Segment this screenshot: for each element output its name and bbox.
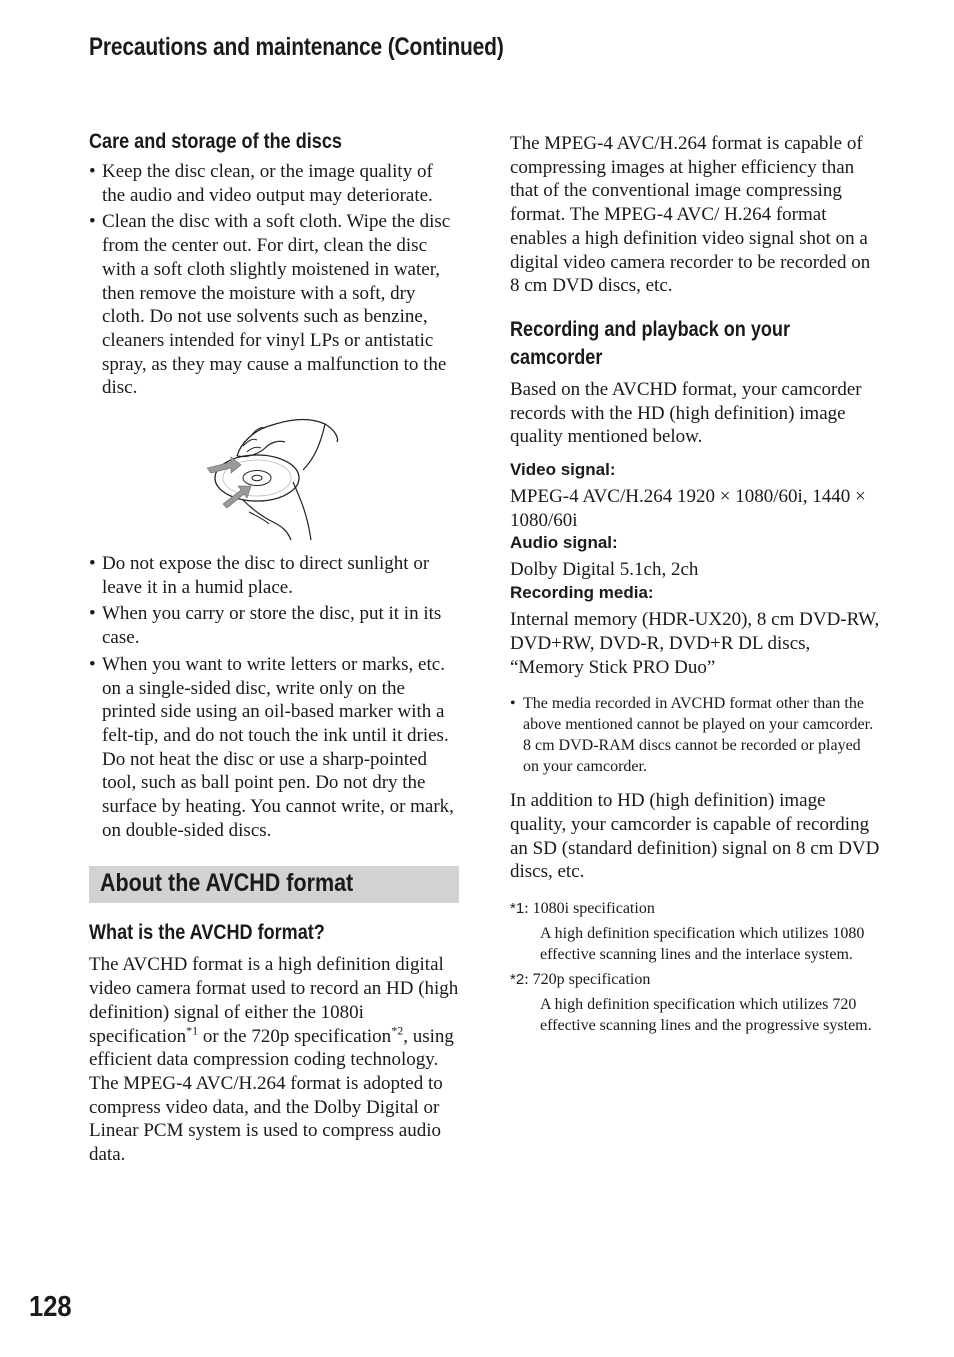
disc-cleaning-illustration: [207, 412, 342, 542]
care-heading: Care and storage of the discs: [89, 130, 342, 153]
care-bullets-top: [89, 160, 459, 400]
footnote-1-body: A high definition specification which utilizes 1080 effective scanning lines and the interlace system.: [540, 925, 865, 964]
page-number: 128: [29, 1291, 72, 1323]
video-signal-value: MPEG-4 AVC/H.264 1920 × 1080/60i, 1440 × 1080/60i: [510, 486, 866, 531]
mpeg-paragraph: The MPEG-4 AVC/H.264 format is capable of compressing images at higher efficiency than that of the conventional image compressing format. The MPEG-4 AVC/ H.264 format enables a high definition video signal shot on a digital video camera recorder to be recorded on 8 cm DVD discs, etc.: [510, 133, 871, 297]
list-item: • When you carry or store the disc, put it in its case.: [89, 602, 459, 649]
care-bullets-bottom: [89, 552, 459, 842]
list-item: • Do not expose the disc to direct sunlight or leave it in a humid place.: [89, 552, 459, 599]
avchd-description: [89, 953, 459, 1166]
sd-paragraph: In addition to HD (high definition) image quality, your camcorder is capable of recording an SD (standard definition) signal on 8 cm DVD discs, etc.: [510, 790, 880, 883]
list-item: • Clean the disc with a soft cloth. Wipe the disc from the center out. For dirt, clean the disc with a soft cloth slightly moistened in water, then remove the moisture with a soft, dry cloth. Do not use solvents such as benzine, cleaners intended for vinyl LPs or antistatic spray, as they may cause a malfunction to the disc.: [89, 210, 459, 400]
recording-media-label: Recording media:: [510, 583, 654, 603]
footnotes: [510, 898, 880, 1036]
audio-signal-value: Dolby Digital 5.1ch, 2ch: [510, 559, 699, 581]
footnote-2-body: A high definition specification which utilizes 720 effective scanning lines and the progressive system.: [540, 996, 872, 1035]
video-signal-label: Video signal:: [510, 460, 616, 480]
what-heading: What is the AVCHD format?: [89, 921, 325, 945]
list-item: • When you want to write letters or marks, etc. on a single-sided disc, write only on the printed side using an oil-based marker with a felt-tip, and do not touch the ink until it dries. Do not heat the disc or use a sharp-pointed tool, such as ball point pen. Do not dry the surface by heating. You cannot write, or mark, on double-sided discs.: [89, 653, 459, 843]
avchd-text-part2: or the 720p specification: [198, 1025, 392, 1047]
section-banner: [89, 866, 459, 903]
audio-signal-label: Audio signal:: [510, 533, 618, 553]
recording-media-value: Internal memory (HDR-UX20), 8 cm DVD-RW, DVD+RW, DVD-R, DVD+R DL discs, “Memory Stick PRO Duo”: [510, 609, 880, 678]
footnote-1-mark: *1: [510, 900, 525, 918]
list-item: • Keep the disc clean, or the image quality of the audio and video output may deteriorate.: [89, 160, 459, 207]
footnote-1-title-text: : 1080i specification: [524, 900, 655, 918]
footnote-2-title: [510, 969, 880, 990]
footnote-1-title: [510, 898, 880, 919]
recording-heading: Recording and playback on your camcorder: [510, 317, 790, 369]
footnote-ref-1: *1: [186, 1023, 199, 1038]
avchd-text-part3: , using efficient data compression coding technology. The MPEG-4 AVC/H.264 format is adopted to compress video data, and the Dolby Digital or Linear PCM system is used to compress audio data.: [89, 1025, 454, 1166]
footnote-ref-2: *2: [391, 1023, 404, 1038]
footnote-2-title-text: : 720p specification: [524, 971, 651, 989]
left-column: [89, 128, 459, 1167]
media-note: • The media recorded in AVCHD format other than the above mentioned cannot be played on your camcorder. 8 cm DVD-RAM discs cannot be recorded or played on your camcorder.: [510, 693, 880, 777]
right-column: [510, 132, 880, 1036]
page-header: Precautions and maintenance (Continued): [89, 33, 504, 61]
avchd-text-part1: The AVCHD format is a high definition digital video camera format used to record an HD (high definition) signal of either the 1080i specification: [89, 954, 459, 1047]
section-title: About the AVCHD format: [100, 869, 354, 898]
recording-intro: Based on the AVCHD format, your camcorder records with the HD (high definition) image quality mentioned below.: [510, 378, 862, 448]
footnote-2-mark: *2: [510, 971, 525, 989]
